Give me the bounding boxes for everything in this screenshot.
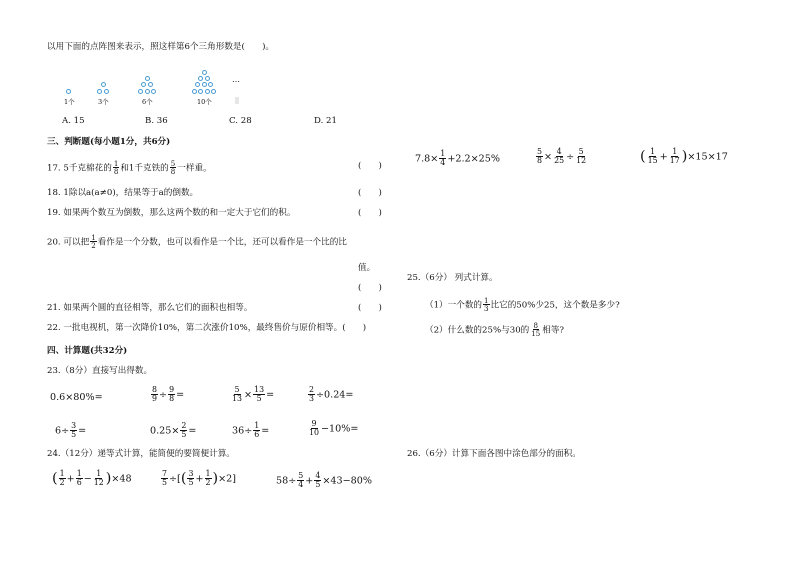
q23-r1-a: 0.6×80%= bbox=[50, 392, 103, 403]
dot-circle bbox=[192, 89, 197, 94]
dot-circle bbox=[145, 89, 150, 94]
q21-answer-paren: ( ) bbox=[358, 303, 382, 313]
dot-circle bbox=[148, 82, 153, 87]
q18-answer-paren: ( ) bbox=[358, 188, 382, 198]
q17: 17. 5千克棉花的 $\frac{1}{8}$ 和1千克铁的 $\frac{5}{8}$ 一样重。 bbox=[47, 159, 212, 177]
q23-r1-d: $\frac{2}{3}$ ÷0.24= bbox=[309, 385, 354, 404]
dot-circle bbox=[202, 70, 207, 75]
q26: 26.（6分）计算下面各图中涂色部分的面积。 bbox=[407, 449, 581, 459]
right-expr-3: ( $\frac{1}{15}$ + $\frac{1}{17}$ )×15×17 bbox=[640, 147, 728, 166]
dot-circle bbox=[198, 76, 203, 81]
dot-circle bbox=[66, 89, 71, 94]
section3-title: 三、判断题(每小题1分，共6分) bbox=[47, 137, 171, 147]
q19: 19. 如果两个数互为倒数，那么这两个数的和一定大于它们的积。 bbox=[47, 208, 296, 218]
q18: 18. 1除以a(a≠0)，结果等于a的倒数。 bbox=[47, 188, 199, 198]
blank-mark bbox=[235, 97, 239, 104]
dot-label-1: 1个 bbox=[64, 98, 75, 106]
q16-option-c: C. 28 bbox=[229, 116, 252, 126]
q16-option-a: A. 15 bbox=[62, 116, 85, 126]
q23-r2-c: 36÷ $\frac{1}{6}$ = bbox=[232, 421, 270, 440]
q24: 24.（12分）递等式计算，能简便的要简便计算。 bbox=[47, 449, 235, 459]
q19-answer-paren: ( ) bbox=[358, 208, 382, 218]
dot-circle bbox=[104, 89, 109, 94]
q23-r2-b: 0.25× $\frac{2}{5}$ = bbox=[150, 421, 197, 440]
q23: 23.（8分）直接写出得数。 bbox=[47, 366, 153, 376]
q20-answer-paren: ( ) bbox=[358, 283, 382, 293]
q23-r1-c: $\frac{5}{13}$ × $\frac{13}{5}$ = bbox=[232, 385, 275, 404]
q20-continued: 值。 bbox=[358, 263, 376, 273]
dot-ellipsis: … bbox=[232, 75, 240, 84]
dot-circle bbox=[138, 89, 143, 94]
dot-circle bbox=[97, 89, 102, 94]
q25: 25.（6分） 列式计算。 bbox=[407, 273, 498, 283]
q16-option-b: B. 36 bbox=[145, 116, 168, 126]
q25-part1: （1）一个数的 $\frac{1}{3}$ 比它的50%少25，这个数是多少? bbox=[425, 296, 620, 314]
dot-circle bbox=[208, 82, 213, 87]
dot-circle bbox=[195, 82, 200, 87]
dot-circle bbox=[205, 76, 210, 81]
dot-label-2: 3个 bbox=[98, 98, 109, 106]
dot-label-4: 10个 bbox=[197, 98, 212, 106]
dot-circle bbox=[202, 82, 207, 87]
q16-stem: 以用下面的点阵图来表示，照这样第6个三角形数是( )。 bbox=[47, 42, 275, 52]
q16-option-d: D. 21 bbox=[314, 116, 337, 126]
q21: 21. 如果两个圆的直径相等，那么它们的面积也相等。 bbox=[47, 303, 253, 313]
q17-answer-paren: ( ) bbox=[358, 161, 382, 171]
q25-part2: （2）什么数的25%与30的 $\frac{8}{15}$ 相等? bbox=[425, 321, 565, 339]
dot-circle bbox=[101, 82, 106, 87]
right-expr-1: 7.8× $\frac{1}{4}$ +2.2×25% bbox=[415, 149, 500, 168]
q24-expr-a: ( $\frac{1}{2}$ + $\frac{1}{6}$ − $\frac{1}{12}$ )×48 bbox=[52, 469, 132, 488]
q22: 22. 一批电视机，第一次降价10%，第二次涨价10%，最终售价与原价相等。( ) bbox=[47, 323, 367, 333]
dot-label-3: 6个 bbox=[142, 98, 153, 106]
q23-r2-d: $\frac{9}{10}$ −10%= bbox=[309, 419, 359, 438]
q23-r2-a: 6÷ $\frac{3}{5}$ = bbox=[55, 421, 87, 440]
section4-title: 四、计算题(共32分) bbox=[47, 346, 128, 356]
dot-circle bbox=[205, 89, 210, 94]
q24-expr-c: 58÷ $\frac{5}{4}$ + $\frac{4}{5}$ ×43−80% bbox=[276, 471, 372, 490]
dot-circle bbox=[145, 76, 150, 81]
q24-expr-b: $\frac{7}{5}$ ÷[( $\frac{3}{5}$ + $\frac{1}{2}$ )×2] bbox=[162, 469, 237, 488]
q23-r1-b: $\frac{8}{9}$ ÷ $\frac{9}{8}$ = bbox=[152, 385, 185, 404]
right-expr-2: $\frac{5}{8}$ × $\frac{4}{25}$ ÷ $\frac{5}{12}$ bbox=[537, 147, 587, 166]
q20: 20. 可以把 $\frac{1}{2}$ 看作是一个分数，也可以看作是一个比，还可以看作是一个比的比 bbox=[47, 233, 347, 251]
dot-circle bbox=[151, 89, 156, 94]
dot-circle bbox=[211, 89, 216, 94]
dot-circle bbox=[141, 82, 146, 87]
dot-circle bbox=[198, 89, 203, 94]
